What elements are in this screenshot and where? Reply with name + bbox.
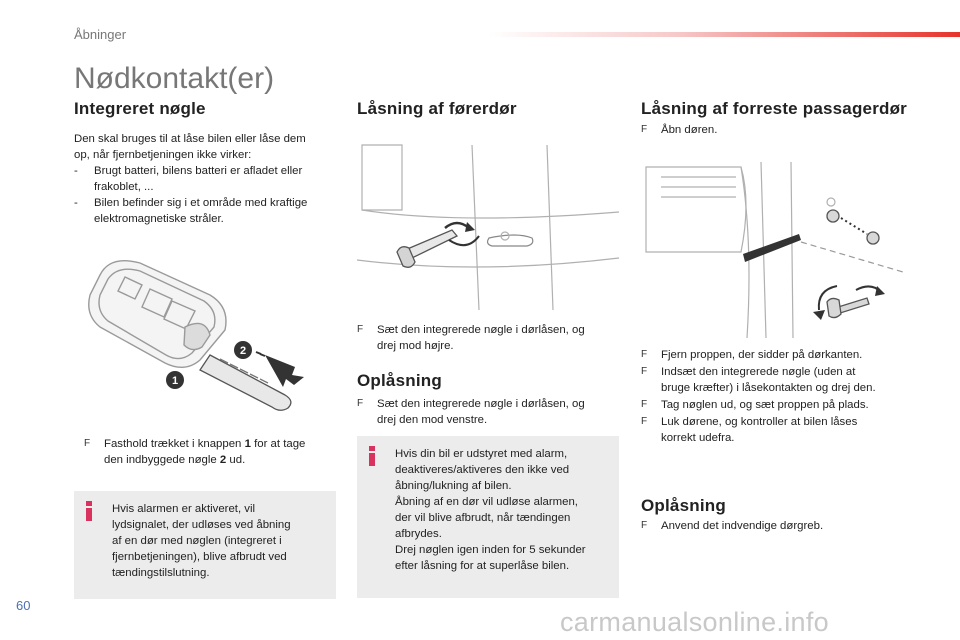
info-line: Hvis alarmen er aktiveret, vil — [112, 503, 256, 515]
bullet-icon: F — [357, 398, 364, 409]
info-line: der vil blive afbrudt, når tændingen — [395, 512, 571, 524]
info-line: Åbning af en dør vil udløse alarmen, — [395, 496, 578, 508]
step-item: F Indsæt den integrerede nøgle (uden at bruge kræfter) i låsekontakten og drej den. — [641, 366, 876, 394]
info-box-alarm-driver — [357, 436, 619, 598]
info-line: efter låsning for at superlåse bilen. — [395, 560, 570, 572]
watermark: carmanualsonline.info — [560, 607, 829, 637]
info-line: af en dør med nøglen (integreret i — [112, 535, 282, 547]
bullet-icon: F — [641, 416, 648, 427]
dash-text: Bilen befinder sig i et område med kraftige elektromagnetiske stråler. — [94, 197, 308, 225]
heading-lock-driver-door: Låsning af førerdør — [357, 99, 517, 118]
section-label: Åbninger — [74, 27, 127, 42]
page-title: Nødkontakt(er) — [74, 62, 275, 95]
info-box-alarm — [74, 491, 336, 599]
dash-item — [74, 195, 336, 227]
step-item: F Luk dørene, og kontroller at bilen låses korrekt udefra. — [641, 416, 858, 444]
info-line: lydsignalet, der udløses ved åbning — [112, 519, 291, 531]
bullet-icon: F — [84, 438, 91, 449]
bullet-icon: F — [641, 366, 648, 377]
bullet-icon: F — [641, 124, 648, 135]
passenger-door-illustration — [641, 162, 903, 338]
key-fob-illustration — [80, 255, 330, 420]
heading-unlock-driver: Oplåsning — [357, 371, 442, 390]
info-line: åbning/lukning af bilen. — [395, 480, 512, 492]
step-lock-driver: F Sæt den integrerede nøgle i dørlåsen, og drej mod højre. — [357, 324, 585, 352]
page-number: 60 — [16, 598, 31, 613]
heading-integrated-key: Integreret nøgle — [74, 99, 206, 118]
heading-unlock-passenger: Oplåsning — [641, 496, 726, 515]
step-open-door: F Åbn døren. — [641, 124, 718, 136]
header-accent-bar — [488, 32, 960, 37]
passenger-steps — [641, 347, 911, 447]
bullet-icon: F — [641, 399, 648, 410]
info-line: tændingstilslutning. — [112, 567, 210, 579]
dash-mark: - — [74, 165, 78, 177]
figure-label-1: 1 — [171, 375, 179, 387]
intro-text — [74, 131, 336, 227]
step-item: F Fjern proppen, der sidder på dørkanten. — [641, 349, 863, 361]
figure-label-2: 2 — [239, 345, 247, 357]
intro-line: Den skal bruges til at låse bilen eller låse dem — [74, 133, 306, 145]
info-line: deaktiveres/aktiveres den ikke ved — [395, 464, 570, 476]
info-line: fjernbetjeningen), blive afbrudt ved — [112, 551, 287, 563]
intro-line: op, når fjernbetjeningen ikke virker: — [74, 149, 252, 161]
bullet-icon: F — [357, 324, 364, 335]
step-unlock-passenger: F Anvend det indvendige dørgreb. — [641, 520, 824, 532]
driver-door-illustration — [357, 140, 619, 310]
bullet-icon: F — [641, 520, 648, 531]
dash-mark: - — [74, 197, 78, 209]
dash-item — [74, 163, 336, 195]
info-icon — [367, 446, 377, 466]
step-unlock-driver: F Sæt den integrerede nøgle i dørlåsen, og drej den mod venstre. — [357, 398, 585, 426]
info-line: Hvis din bil er udstyret med alarm, — [395, 448, 568, 460]
heading-lock-passenger-door: Låsning af forreste passagerdør — [641, 99, 907, 118]
step-item: F Tag nøglen ud, og sæt proppen på plads. — [641, 399, 869, 411]
info-line: afbrydes. — [395, 528, 442, 540]
bullet-icon: F — [641, 349, 648, 360]
info-line: Drej nøglen igen inden for 5 sekunder — [395, 544, 586, 556]
dash-text: Brugt batteri, bilens batteri er afladet eller frakoblet, ... — [94, 165, 303, 193]
info-icon — [84, 501, 94, 521]
step-hold-button: F Fasthold trækket i knappen 1 for at tage den indbyggede nøgle 2 ud. — [84, 438, 306, 466]
